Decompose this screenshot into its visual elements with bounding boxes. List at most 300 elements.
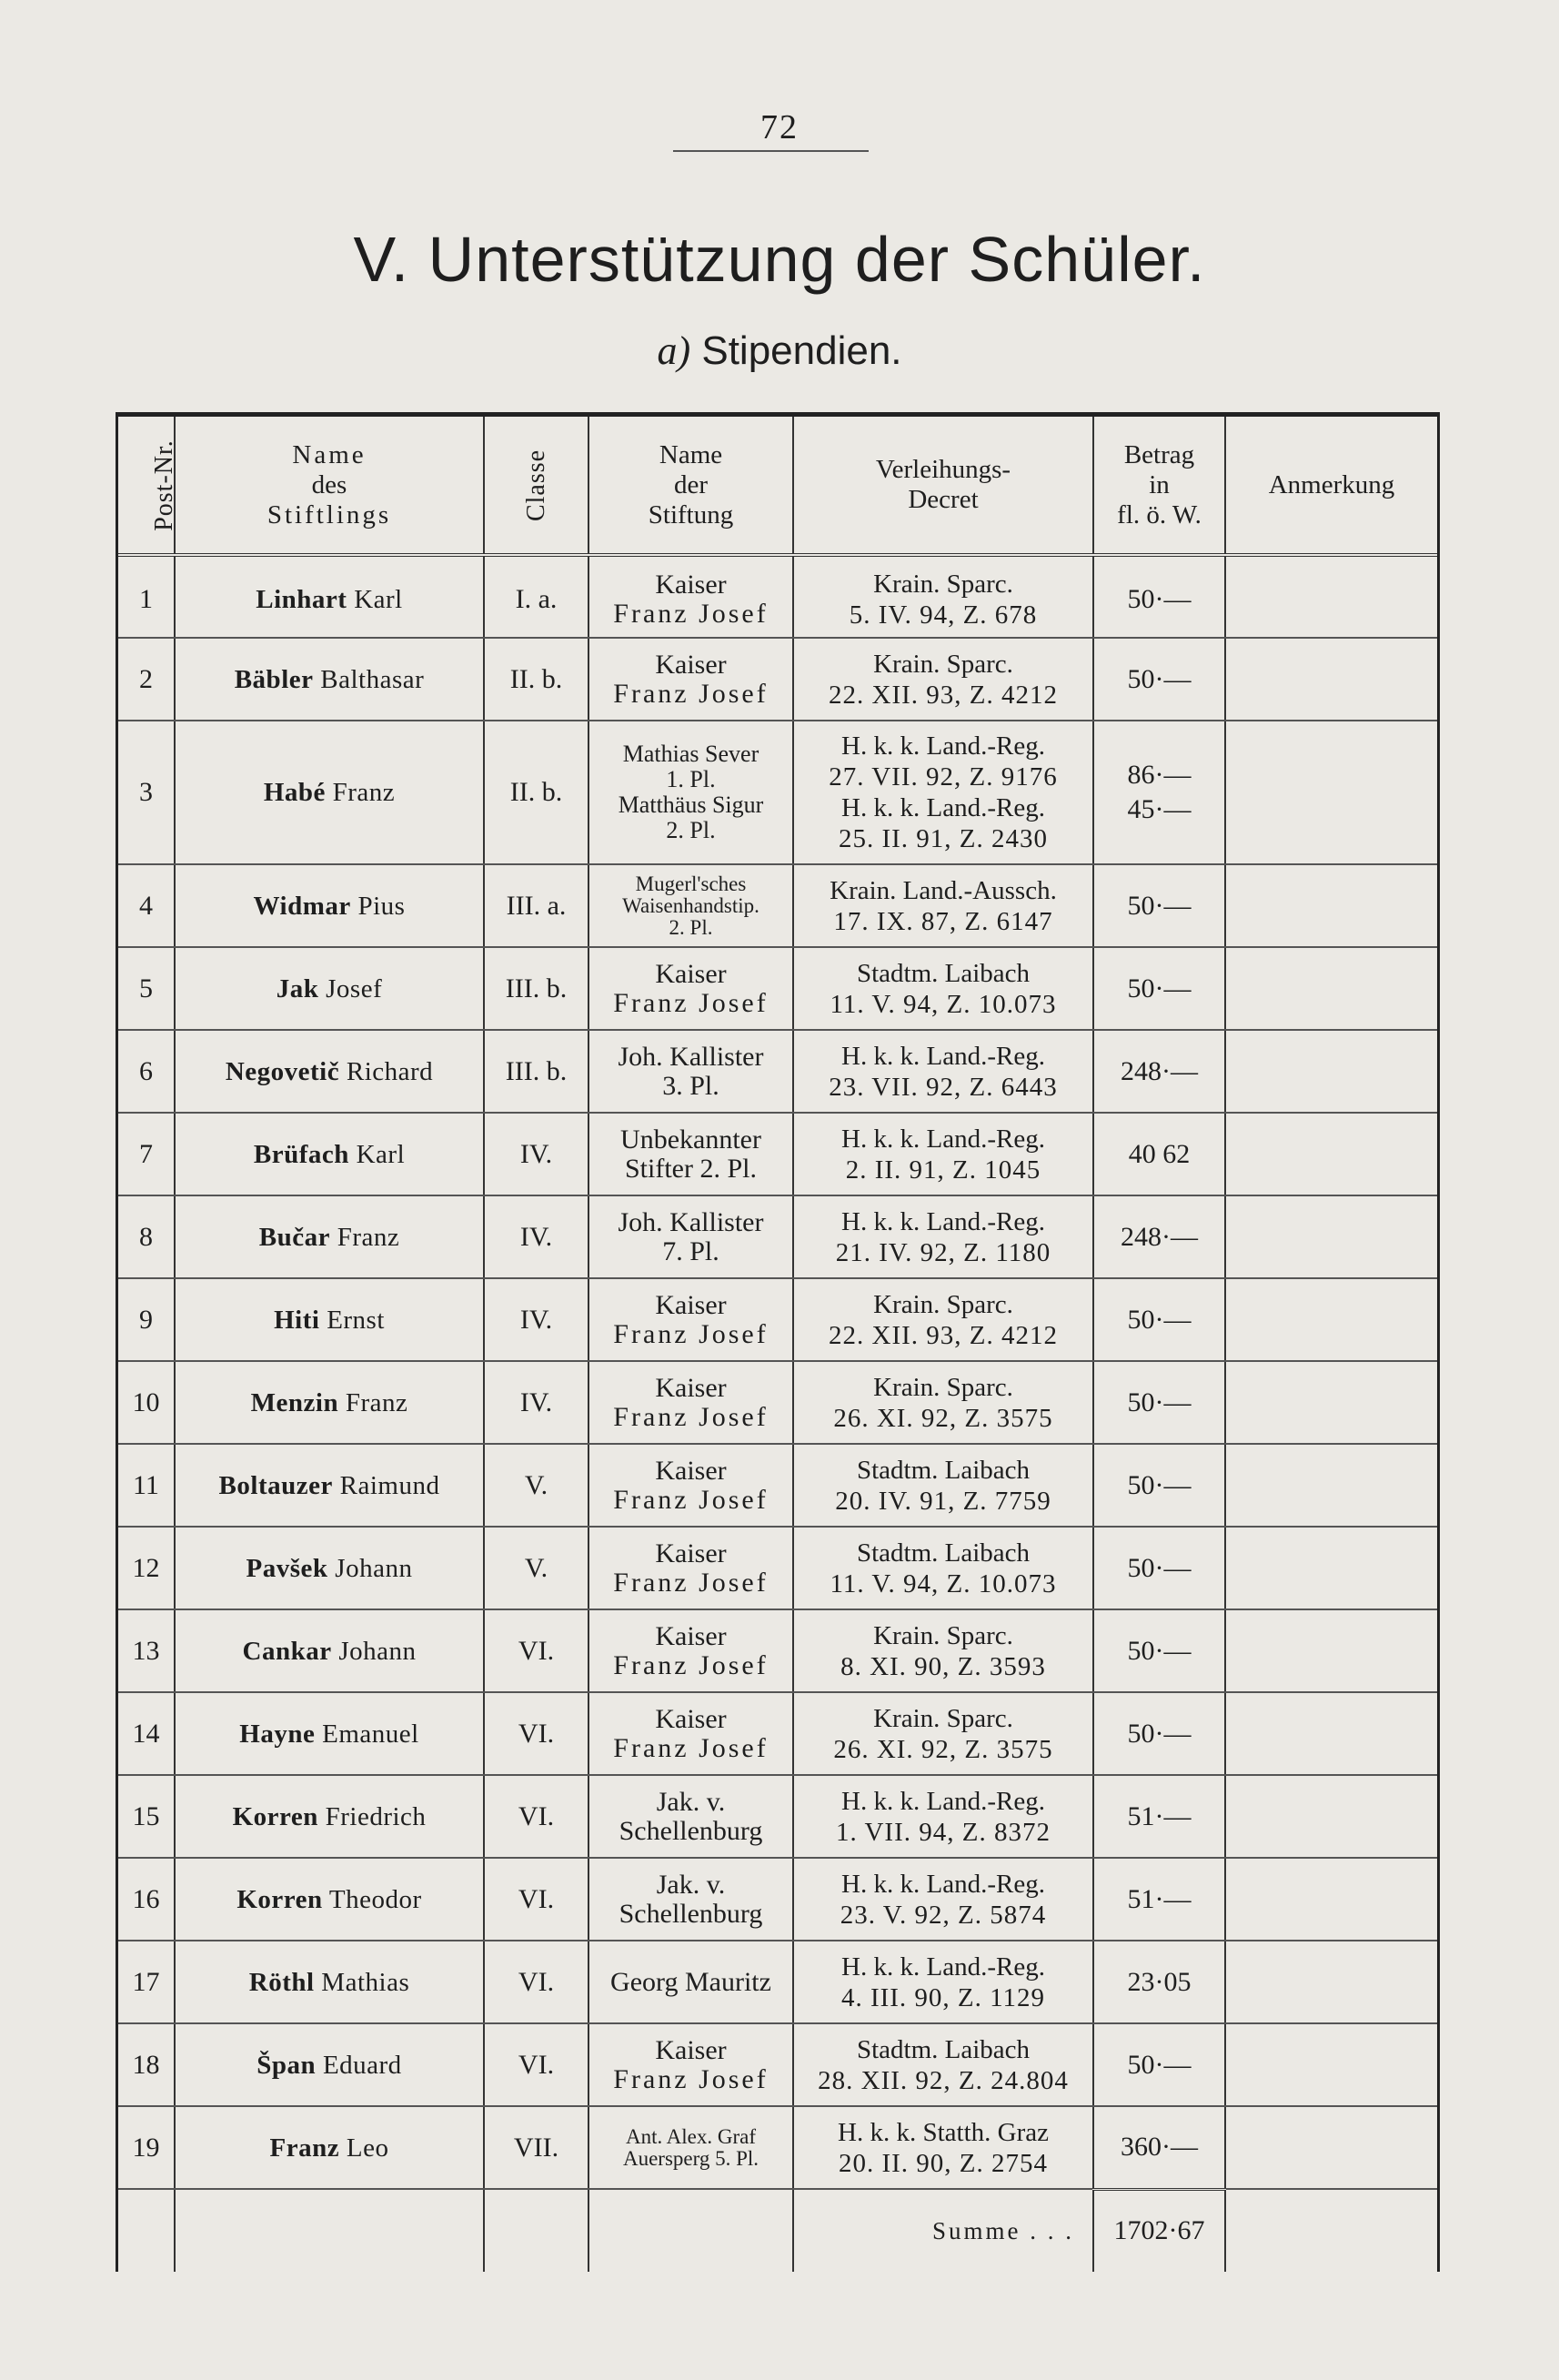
student-given-name: Franz <box>337 1222 400 1252</box>
classe-cell <box>484 721 588 864</box>
post-nr-cell <box>118 1444 175 1527</box>
betrag: 50·— <box>1127 1469 1192 1500</box>
anmerkung-cell <box>1225 2106 1437 2189</box>
classe-cell <box>484 1858 588 1941</box>
anmerkung-cell <box>1225 638 1437 721</box>
classe-cell <box>484 864 588 947</box>
post-nr: 4 <box>139 890 153 921</box>
student-given-name: Franz <box>332 778 396 807</box>
stiftung-line: Franz Josef <box>613 987 769 1018</box>
student-name-cell <box>175 638 484 721</box>
decret-line: 11. V. 94, Z. 10.073 <box>830 989 1057 1019</box>
stiftung-line: Franz Josef <box>613 678 769 709</box>
betrag-cell <box>1093 721 1225 864</box>
classe: II. b. <box>509 663 563 694</box>
classe-cell <box>484 1444 588 1527</box>
student-name-cell <box>175 1361 484 1444</box>
classe: III. a. <box>506 890 567 921</box>
classe-cell <box>484 1113 588 1195</box>
post-nr-cell <box>118 1278 175 1361</box>
section-title: V. Unterstützung der Schüler. <box>353 224 1206 295</box>
decret-line: H. k. k. Land.-Reg. <box>841 1124 1045 1154</box>
table-body <box>118 555 1437 2272</box>
betrag: 248·— <box>1121 1055 1198 1086</box>
betrag: 45·— <box>1127 794 1192 824</box>
stiftung-line: Kaiser <box>655 1289 727 1320</box>
anmerkung-cell <box>1225 1444 1437 1527</box>
classe-cell <box>484 2023 588 2106</box>
post-nr-cell <box>118 1113 175 1195</box>
post-nr: 6 <box>139 1055 153 1086</box>
anmerkung-cell <box>1225 1195 1437 1278</box>
stiftung-cell <box>588 1941 793 2023</box>
post-nr: 3 <box>139 777 153 807</box>
student-name-cell <box>175 1113 484 1195</box>
stiftung-line: Unbekannter <box>620 1124 761 1155</box>
decret-cell <box>793 2023 1093 2106</box>
decret-line: 17. IX. 87, Z. 6147 <box>833 906 1053 936</box>
student-given-name: Balthasar <box>320 664 425 694</box>
decret-line: 21. IV. 92, Z. 1180 <box>835 1237 1051 1267</box>
table-row <box>118 1030 1437 1113</box>
decret-cell <box>793 1941 1093 2023</box>
student-name-cell <box>175 947 484 1030</box>
decret-cell <box>793 1195 1093 1278</box>
table-row <box>118 1692 1437 1775</box>
student-surname: Brüfach <box>253 1139 349 1169</box>
stiftung-line: Kaiser <box>655 649 727 680</box>
student-surname: Linhart <box>256 585 347 614</box>
stiftung-line: Stifter 2. Pl. <box>624 1153 757 1184</box>
classe: VI. <box>518 1883 555 1914</box>
betrag: 50·— <box>1127 1718 1192 1749</box>
anmerkung-cell <box>1225 1609 1437 1692</box>
decret-cell <box>793 2106 1093 2189</box>
stiftung-line: Kaiser <box>655 1455 727 1486</box>
post-nr: 12 <box>132 1552 160 1583</box>
post-nr-cell <box>118 1030 175 1113</box>
summe-row <box>118 2189 1437 2272</box>
summe-empty <box>588 2189 793 2272</box>
decret-line: 23. VII. 92, Z. 6443 <box>829 1072 1058 1102</box>
stiftung-line: 2. Pl. <box>669 915 713 939</box>
post-nr: 9 <box>139 1304 153 1335</box>
decret-line: 20. II. 90, Z. 2754 <box>838 2148 1049 2178</box>
classe: VI. <box>518 1718 555 1749</box>
student-given-name: Emanuel <box>322 1719 419 1749</box>
decret-line: 27. VII. 92, Z. 9176 <box>829 762 1058 792</box>
stiftung-line: Franz Josef <box>613 1401 769 1432</box>
student-name-cell <box>175 1941 484 2023</box>
student-given-name: Ernst <box>327 1305 385 1335</box>
student-name-cell <box>175 721 484 864</box>
post-nr-cell <box>118 1941 175 2023</box>
post-nr: 10 <box>132 1387 160 1417</box>
stiftung-line: Kaiser <box>655 1372 727 1403</box>
student-surname: Bučar <box>258 1222 330 1252</box>
student-name-cell <box>175 1858 484 1941</box>
betrag: 23·05 <box>1127 1966 1192 1997</box>
stiftung-line: Kaiser <box>655 570 727 600</box>
student-given-name: Raimund <box>339 1470 440 1500</box>
classe: V. <box>524 1469 548 1500</box>
decret-line: Krain. Sparc. <box>873 1289 1013 1319</box>
table-row <box>118 555 1437 638</box>
betrag-cell <box>1093 1609 1225 1692</box>
page-number-rule <box>673 150 869 152</box>
decret-cell <box>793 1609 1093 1692</box>
decret-line: H. k. k. Statth. Graz <box>838 2117 1049 2147</box>
betrag: 50·— <box>1127 584 1192 614</box>
decret-line: H. k. k. Land.-Reg. <box>841 731 1045 761</box>
stiftung-line: Franz Josef <box>613 599 769 629</box>
student-name-cell <box>175 1527 484 1609</box>
stiftung-cell <box>588 1361 793 1444</box>
betrag: 50·— <box>1127 1552 1192 1583</box>
betrag: 360·— <box>1121 2132 1198 2163</box>
classe: IV. <box>519 1138 553 1169</box>
classe: VI. <box>518 1800 555 1831</box>
stiftung-line: 3. Pl. <box>662 1070 719 1101</box>
classe: IV. <box>519 1304 553 1335</box>
classe-cell <box>484 1527 588 1609</box>
stiftung-line: Franz Josef <box>613 1318 769 1349</box>
subsection-marker: a) <box>657 328 691 373</box>
table-header <box>118 417 1437 555</box>
stiftung-line: Mugerl'sches <box>635 872 747 895</box>
classe: VII. <box>513 2132 559 2163</box>
betrag: 40 62 <box>1128 1138 1191 1169</box>
decret-line: 11. V. 94, Z. 10.073 <box>830 1568 1057 1598</box>
anmerkung-cell <box>1225 1030 1437 1113</box>
decret-line: 26. XI. 92, Z. 3575 <box>833 1403 1053 1433</box>
classe: IV. <box>519 1387 553 1417</box>
betrag: 50·— <box>1127 1387 1192 1417</box>
decret-cell <box>793 1692 1093 1775</box>
student-surname: Röthl <box>248 1967 315 1997</box>
betrag-cell <box>1093 1278 1225 1361</box>
student-surname: Korren <box>232 1801 318 1831</box>
stiftung-line: 2. Pl. <box>666 817 716 843</box>
post-nr: 7 <box>139 1138 153 1169</box>
decret-line: Stadtm. Laibach <box>856 2034 1031 2064</box>
stipend-table <box>118 417 1437 2272</box>
stiftung-line: Kaiser <box>655 1620 727 1651</box>
stiftung-cell <box>588 1692 793 1775</box>
stiftung-line: Jak. v. <box>656 1786 726 1817</box>
decret-line: 25. II. 91, Z. 2430 <box>838 824 1049 853</box>
student-surname: Hayne <box>239 1719 316 1749</box>
betrag-cell <box>1093 1361 1225 1444</box>
decret-line: Krain. Sparc. <box>873 1620 1013 1650</box>
student-name-cell <box>175 1030 484 1113</box>
betrag-cell <box>1093 1113 1225 1195</box>
anmerkung-cell <box>1225 1692 1437 1775</box>
stiftung-cell <box>588 555 793 638</box>
stiftung-cell <box>588 721 793 864</box>
decret-line: H. k. k. Land.-Reg. <box>841 1951 1045 1982</box>
stiftung-line: Franz Josef <box>613 1649 769 1680</box>
post-nr-cell <box>118 1692 175 1775</box>
post-nr: 18 <box>132 2049 160 2080</box>
student-given-name: Pius <box>357 891 406 921</box>
classe-cell <box>484 1775 588 1858</box>
decret-line: H. k. k. Land.-Reg. <box>841 793 1045 822</box>
decret-cell <box>793 721 1093 864</box>
student-surname: Hiti <box>274 1305 320 1335</box>
post-nr: 15 <box>132 1800 160 1831</box>
post-nr: 14 <box>132 1718 160 1749</box>
stipend-table-wrapper <box>116 412 1440 2272</box>
betrag: 248·— <box>1121 1221 1198 1252</box>
decret-cell <box>793 1527 1093 1609</box>
decret-line: Stadtm. Laibach <box>856 958 1031 988</box>
student-name-cell <box>175 1609 484 1692</box>
stiftung-line: Ant. Alex. Graf <box>625 2124 757 2148</box>
stiftung-line: Jak. v. <box>656 1869 726 1900</box>
stiftung-cell <box>588 2023 793 2106</box>
stiftung-cell <box>588 2106 793 2189</box>
betrag-cell <box>1093 2023 1225 2106</box>
betrag: 50·— <box>1127 890 1192 921</box>
student-given-name: Mathias <box>321 1967 410 1997</box>
student-given-name: Eduard <box>322 2050 402 2080</box>
subsection-title <box>0 328 1559 374</box>
post-nr-cell <box>118 2023 175 2106</box>
classe-cell <box>484 1941 588 2023</box>
student-given-name: Karl <box>356 1139 406 1169</box>
betrag: 86·— <box>1127 760 1192 790</box>
decret-cell <box>793 1361 1093 1444</box>
stiftung-cell <box>588 864 793 947</box>
student-surname: Habé <box>263 778 326 807</box>
decret-line: 8. XI. 90, Z. 3593 <box>840 1651 1046 1681</box>
betrag-cell <box>1093 555 1225 638</box>
anmerkung-cell <box>1225 555 1437 638</box>
student-given-name: Franz <box>345 1387 408 1417</box>
summe-empty <box>175 2189 484 2272</box>
table-row <box>118 1775 1437 1858</box>
betrag: 50·— <box>1127 1635 1192 1666</box>
betrag-cell <box>1093 2106 1225 2189</box>
table-row <box>118 1361 1437 1444</box>
decret-line: Stadtm. Laibach <box>856 1455 1031 1485</box>
betrag: 50·— <box>1127 663 1192 694</box>
betrag: 50·— <box>1127 2049 1192 2080</box>
classe-cell <box>484 555 588 638</box>
classe-cell <box>484 1692 588 1775</box>
post-nr-cell <box>118 864 175 947</box>
decret-line: H. k. k. Land.-Reg. <box>841 1869 1045 1899</box>
classe-cell <box>484 1195 588 1278</box>
classe-cell <box>484 638 588 721</box>
stiftung-line: Kaiser <box>655 958 727 989</box>
stiftung-line: Waisenhandstip. <box>622 893 759 917</box>
stiftung-line: Kaiser <box>655 1703 727 1734</box>
student-name-cell <box>175 1278 484 1361</box>
anmerkung-cell <box>1225 864 1437 947</box>
subsection-label: Stipendien. <box>701 328 902 373</box>
decret-cell <box>793 1113 1093 1195</box>
stiftung-line: Joh. Kallister <box>618 1206 764 1237</box>
anmerkung-cell <box>1225 1527 1437 1609</box>
betrag-cell <box>1093 1692 1225 1775</box>
anmerkung-cell <box>1225 721 1437 864</box>
summe-value: 1702·67 <box>1093 2189 1225 2272</box>
classe-cell <box>484 947 588 1030</box>
student-surname: Korren <box>236 1884 323 1914</box>
post-nr: 11 <box>133 1469 159 1500</box>
post-nr: 13 <box>132 1635 160 1666</box>
table-row <box>118 1527 1437 1609</box>
decret-line: 23. V. 92, Z. 5874 <box>840 1900 1047 1930</box>
table-row <box>118 1609 1437 1692</box>
anmerkung-cell <box>1225 1278 1437 1361</box>
student-surname: Widmar <box>253 891 351 921</box>
post-nr-cell <box>118 1609 175 1692</box>
stiftung-cell <box>588 1195 793 1278</box>
decret-line: 2. II. 91, Z. 1045 <box>845 1155 1041 1185</box>
student-name-cell <box>175 1692 484 1775</box>
betrag-cell <box>1093 1195 1225 1278</box>
post-nr-cell <box>118 555 175 638</box>
summe-empty <box>1225 2189 1437 2272</box>
student-surname: Špan <box>256 2050 317 2080</box>
post-nr-cell <box>118 2106 175 2189</box>
post-nr-cell <box>118 1858 175 1941</box>
decret-line: 22. XII. 93, Z. 4212 <box>829 680 1058 710</box>
table-row <box>118 2106 1437 2189</box>
classe: II. b. <box>509 777 563 807</box>
betrag-cell <box>1093 1527 1225 1609</box>
classe-cell <box>484 1030 588 1113</box>
decret-line: Krain. Sparc. <box>873 649 1013 679</box>
decret-line: H. k. k. Land.-Reg. <box>841 1041 1045 1071</box>
anmerkung-cell <box>1225 1775 1437 1858</box>
post-nr-cell <box>118 1361 175 1444</box>
header-name: Name des Stiftlings <box>175 417 484 555</box>
stiftung-line: Franz Josef <box>613 1567 769 1598</box>
student-name-cell <box>175 555 484 638</box>
classe: III. b. <box>505 1055 568 1086</box>
anmerkung-cell <box>1225 1941 1437 2023</box>
student-given-name: Friedrich <box>325 1801 427 1831</box>
betrag: 50·— <box>1127 1304 1192 1335</box>
decret-line: Krain. Sparc. <box>873 570 1013 599</box>
post-nr: 17 <box>132 1966 160 1997</box>
header-classe: Classe <box>484 417 588 555</box>
student-surname: Bäbler <box>234 664 314 694</box>
anmerkung-cell <box>1225 1858 1437 1941</box>
stiftung-cell <box>588 1278 793 1361</box>
student-surname: Menzin <box>250 1387 339 1417</box>
classe-cell <box>484 1361 588 1444</box>
decret-cell <box>793 1858 1093 1941</box>
post-nr-cell <box>118 1527 175 1609</box>
student-surname: Pavšek <box>246 1553 328 1583</box>
header-post-nr: Post-Nr. <box>118 417 175 555</box>
decret-cell <box>793 1775 1093 1858</box>
stiftung-cell <box>588 947 793 1030</box>
post-nr-cell <box>118 1775 175 1858</box>
decret-line: Krain. Sparc. <box>873 1703 1013 1733</box>
stiftung-line: Auersperg 5. Pl. <box>622 2146 759 2170</box>
post-nr-cell <box>118 947 175 1030</box>
anmerkung-cell <box>1225 2023 1437 2106</box>
table-row <box>118 947 1437 1030</box>
stiftung-cell <box>588 638 793 721</box>
stiftung-line: Georg Mauritz <box>610 1966 771 1997</box>
student-given-name: Josef <box>326 973 383 1003</box>
decret-line: 20. IV. 91, Z. 7759 <box>835 1486 1051 1516</box>
decret-line: 28. XII. 92, Z. 24.804 <box>818 2065 1069 2095</box>
classe: III. b. <box>505 973 568 1003</box>
betrag-cell <box>1093 1941 1225 2023</box>
betrag-cell <box>1093 1858 1225 1941</box>
decret-line: H. k. k. Land.-Reg. <box>841 1206 1045 1236</box>
decret-line: Krain. Land.-Aussch. <box>830 875 1057 905</box>
stiftung-line: Franz Josef <box>613 1732 769 1763</box>
student-surname: Cankar <box>242 1636 332 1666</box>
classe: V. <box>524 1552 548 1583</box>
betrag-cell <box>1093 864 1225 947</box>
decret-cell <box>793 638 1093 721</box>
student-surname: Boltauzer <box>218 1470 333 1500</box>
student-given-name: Johann <box>338 1636 417 1666</box>
summe-empty <box>118 2189 175 2272</box>
classe: VI. <box>518 1966 555 1997</box>
stiftung-cell <box>588 1030 793 1113</box>
stiftung-cell <box>588 1609 793 1692</box>
classe: VI. <box>518 2049 555 2080</box>
stiftung-line: Schellenburg <box>619 1898 763 1929</box>
betrag-cell <box>1093 1444 1225 1527</box>
table-row <box>118 1113 1437 1195</box>
decret-cell <box>793 1278 1093 1361</box>
stiftung-cell <box>588 1113 793 1195</box>
decret-line: 22. XII. 93, Z. 4212 <box>829 1320 1058 1350</box>
post-nr: 19 <box>132 2132 160 2163</box>
stiftung-cell <box>588 1444 793 1527</box>
anmerkung-cell <box>1225 1113 1437 1195</box>
decret-line: Stadtm. Laibach <box>856 1538 1031 1568</box>
student-given-name: Leo <box>346 2133 389 2163</box>
decret-cell <box>793 1030 1093 1113</box>
decret-cell <box>793 864 1093 947</box>
student-name-cell <box>175 1775 484 1858</box>
stiftung-line: 7. Pl. <box>662 1235 719 1266</box>
betrag-cell <box>1093 1775 1225 1858</box>
stiftung-line: Kaiser <box>655 1538 727 1568</box>
classe-cell <box>484 2106 588 2189</box>
student-given-name: Karl <box>354 585 403 614</box>
stiftung-line: 1. Pl. <box>666 766 716 792</box>
betrag: 50·— <box>1127 973 1192 1003</box>
stiftung-line: Joh. Kallister <box>618 1041 764 1072</box>
table-row <box>118 1444 1437 1527</box>
stiftung-cell <box>588 1858 793 1941</box>
student-name-cell <box>175 1195 484 1278</box>
betrag-cell <box>1093 638 1225 721</box>
stiftung-line: Mathias Sever <box>622 741 759 767</box>
stiftung-line: Franz Josef <box>613 2063 769 2094</box>
classe-cell <box>484 1609 588 1692</box>
post-nr-cell <box>118 1195 175 1278</box>
page-number: 72 <box>760 108 799 146</box>
post-nr: 16 <box>132 1883 160 1914</box>
post-nr: 2 <box>139 663 153 694</box>
decret-line: 5. IV. 94, Z. 678 <box>849 600 1038 630</box>
